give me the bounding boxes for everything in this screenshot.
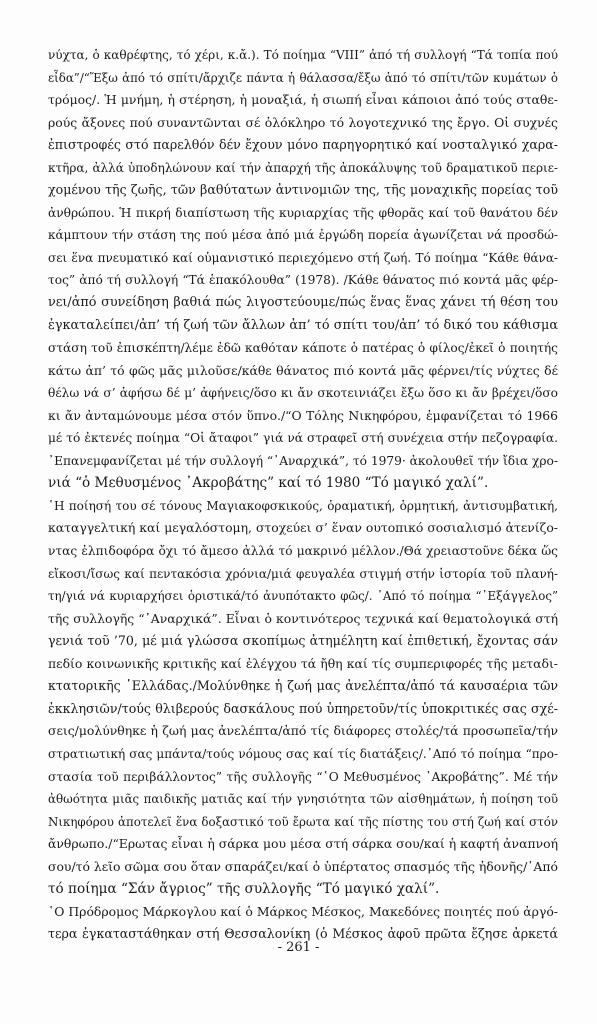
- text-line: ρούς ἄξονες πού συναντῶνται σέ ὁλόκληρο τό λογοτεχνικό της ἔργο. Οἱ συχνές: [48, 114, 558, 130]
- text-line: εἴκοσι/ἴσως καί πεντακόσια χρόνια/μιά φευγαλέα στιγμή στήν ἱστορία τοῦ πλανή-: [48, 566, 558, 581]
- text-line: χομένου τῆς ζωῆς, τῶν βαθύτατων ἀντινομιῶν της, τῆς μοναχικῆς πορείας τοῦ: [48, 182, 558, 198]
- text-line: Νικηφόρου ἀποτελεῖ ἕνα δοξαστικό τοῦ ἔρωτα καί τῆς πίστης του στή ζωή καί στόν: [48, 814, 558, 829]
- text-line: πεδίο κοινωνικῆς κριτικῆς καί ἐλέγχου τά ἤθη καί τίς συμπεριφορές τῆς μεταδι-: [48, 655, 558, 671]
- text-line: ῾Η ποίησή του σέ τόνους Μαγιακοφσκικούς, ὁραματική, ὁρμητική, ἀντισυμβατική,: [48, 498, 558, 513]
- text-line: ᾿Επανεμφανίζεται μέ τήν συλλογή “᾿Αναρχικά”, τό 1979· ἀκολουθεῖ τήν ἴδια χρο-: [48, 453, 558, 468]
- text-line: νύχτα, ὁ καθρέφτης, τό χέρι, κ.ἄ.). Τό ποίημα “VIII” ἀπό τή συλλογή “Τά τοπία πού: [48, 48, 558, 62]
- text-line: στάση τοῦ ἐπισκέπτη/λέμε ἐδῶ καθόταν κάποτε ὁ πατέρας ὁ φίλος/ἐκεῖ ὁ ποιητής: [48, 341, 558, 356]
- text-line: σει ἕνα πνευματικό καί οὑμανιστικό περιεχόμενο στή ζωή. Τό ποίημα “Κάθε θάνα-: [48, 250, 558, 265]
- text-line: ἐγκαταλείπει/ἀπ’ τή ζωή τῶν ἄλλων ἀπ’ τό σπίτι του/ἀπ’ τό δικό του κάθισμα: [48, 317, 558, 333]
- text-line: τερα ἐγκαταστάθηκαν στή Θεσσαλονίκη (ὁ Μέσκος ἀφοῦ πρῶτα ἔζησε ἀρκετά: [48, 926, 558, 942]
- text-line: νιά “ὁ Μεθυσμένος ᾿Ακροβάτης” καί τό 1980 “Τό μαγικό χαλί”.: [48, 475, 489, 492]
- text-line: τη/γιά νά κυριαρχήσει ὁριστικά/τό ἀνυπότακτο φῶς/. ᾿Από τό ποίημα “᾿Εξάγγελος”: [48, 589, 558, 604]
- text-line: καταγγελτική καί μεγαλόστομη, στοχεύει σ’ ἕναν ουτοπικό σοσιαλισμό ἀτενίζο-: [48, 520, 558, 536]
- text-line: ἀθωότητα μιᾶς παιδικῆς ματιᾶς καί τήν γνησιότητα τῶν αἰσθημάτων, ἡ ποίηση τοῦ: [48, 792, 558, 807]
- text-line: νει/ἀπό συνείδηση βαθιά πώς λιγοστεύουμε/πώς ἕνας ἕνας χάνει τή θέση του: [48, 295, 558, 311]
- text-line: ἐκκλησιῶν/τούς θλιβερούς δασκάλους πού ὑπηρετοῦν/τίς ὑποκριτικές σας σχέ-: [48, 700, 558, 716]
- text-line: ντας ἐλπιδοφόρα ὄχι τό ἄμεσο ἀλλά τό μακρινό μέλλον./Θά χρειαστοῦνε δέκα ὥς: [48, 544, 558, 559]
- text-line: τρόμος/. Ἡ μνήμη, ἡ στέρηση, ἡ μοναξιά, ἡ σιωπή εἶναι κάποιοι ἀπό τούς σταθε-: [48, 92, 558, 108]
- text-line: θέλω νά σ’ ἀφήσω δέ μ’ ἀφήνεις/ὅσο κι ἄν σκοτεινιάζει ἔξω ὅσο κι ἄν βρέχει/ὅσο: [48, 386, 558, 401]
- text-line: κτατορικῆς ῾Ελλάδας./Μολύνθηκε ἡ ζωή μας ἀνελέπτα/ἀπό τά καυσαέρια τῶν: [48, 678, 558, 694]
- text-line: ἄνθρωπο./“Ερωτας εἶναι ἡ σάρκα μου μέσα στή σάρκα σου/καί ἡ καφτή ἀναπνοή: [48, 836, 558, 852]
- text-line: σου/τό λεῖο σῶμα σου ὅταν σπαράζει/καί ὁ ὑπέρτατος σπασμός τῆς ἡδονῆς/᾿Από: [48, 858, 558, 874]
- text-line: κάμπτουν τήν στάση της πού μέσα ἀπό μιά ἐργώδη πορεία ἀγωνίζεται νά προσδώ-: [48, 228, 558, 243]
- text-line: τῆς συλλογῆς “᾿Αναρχικά”. Εἶναι ὁ κοντινότερος τεχνικά καί θεματολογικά στή: [48, 610, 558, 626]
- page-number: - 261 -: [277, 940, 320, 955]
- text-line: ῾Ο Πρόδρομος Μάρκογλου καί ὁ Μάρκος Μέσκος, Μακεδόνες ποιητές πού ἀργό-: [48, 903, 558, 919]
- text-line: στασία τοῦ περιβάλλοντος” τῆς συλλογῆς “῾Ο Μεθυσμένος ᾿Ακροβάτης”. Μέ τήν: [48, 769, 558, 784]
- text-line: στρατιωτική σας μπάντα/τούς νόμους σας καί τίς διατάξεις/.᾿Από τό ποίημα “προ-: [48, 746, 558, 761]
- body-text: [48, 44, 558, 946]
- text-line: κι ἄν ἀνταμώνουμε μέσα στόν ὕπνο./“Ο Τόλης Νικηφόρου, ἐμφανίζεται τό 1966: [48, 407, 558, 423]
- text-line: εἶδα”/“Ἔξω ἀπό τό σπίτι/ἄρχιζε πάντα ἡ θάλασσα/ἔξω ἀπό τό σπίτι/τῶν κυμάτων ὁ: [48, 70, 558, 85]
- text-line: ἐπιστροφές στό παρελθόν δέν ἔχουν μόνο παρηγορητικό καί νοσταλγικό χαρα-: [48, 137, 558, 153]
- text-line: ἀνθρώπου. Ἡ πικρή διαπίστωση τῆς κυριαρχίας τῆς φθορᾶς καί τοῦ θανάτου δέν: [48, 205, 558, 220]
- text-line: κάτω ἀπ’ τό φῶς μᾶς μιλοῦσε/κάθε θάνατος πιό κοντά μᾶς φέρνει/τίς νύχτες δέ: [48, 362, 558, 378]
- text-line: τό ποίημα “Σάν ἄγριος” τῆς συλλογῆς “Τό μαγικό χαλί”.: [48, 881, 440, 898]
- text-line: σεις/μολύνθηκε ἡ ζωή μας ἀνελέπτα/ἀπό τίς διάφορες στολές/τά προσωπεῖα/τήν: [48, 723, 558, 739]
- text-line: γενιά τοῦ ’70, μέ μιά γλώσσα σκοπίμως ἀτημέλητη καί ἐπιθετική, ἔχοντας σάν: [48, 633, 558, 649]
- text-line: μέ τό ἐκτενές ποίημα “Οἱ ἄταφοι” γιά νά στραφεῖ στή συνέχεια στήν πεζογραφία.: [48, 431, 558, 446]
- text-line: τος” ἀπό τή συλλογή “Τά ἑπακόλουθα” (1978). /Κάθε θάνατος πιό κοντά μᾶς φέρ-: [48, 273, 558, 288]
- text-line: κτῆρα, ἀλλά ὑποδηλώνουν καί τήν ἀπαρχή τῆς ἀποκάλυψης τοῦ δραματικοῦ περιε-: [48, 160, 558, 175]
